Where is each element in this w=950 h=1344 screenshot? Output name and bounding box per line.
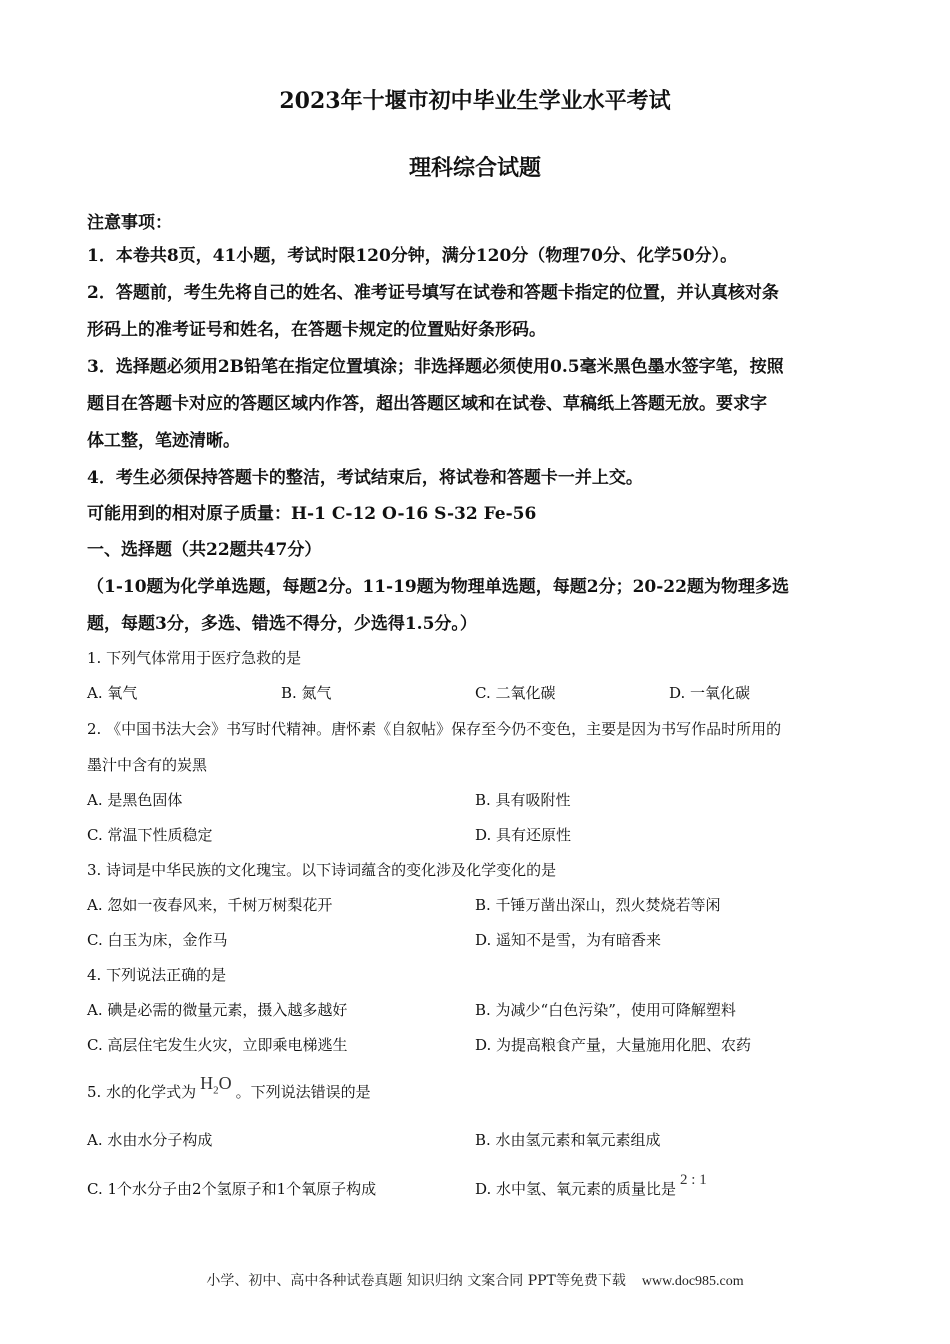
q5-option-a: A. 水由水分子构成: [87, 1131, 213, 1149]
notice-item-3a: 3．选择题必须用2B铅笔在指定位置填涂；非选择题必须使用0.5毫米黑色墨水签字笔，按照: [87, 357, 784, 377]
q3-option-c: C. 白玉为床，金作马: [87, 931, 228, 949]
q1-option-a: A. 氧气: [87, 684, 138, 702]
formula-sub: 2: [213, 1084, 219, 1097]
q4-option-d: D. 为提高粮食产量，大量施用化肥、农药: [475, 1036, 752, 1054]
formula-o: O: [218, 1073, 232, 1093]
footer: [0, 1270, 950, 1290]
q3-option-a: A. 忽如一夜春风来，千树万树梨花开: [87, 896, 333, 914]
notice-item-2b: 形码上的准考证号和姓名，在答题卡规定的位置贴好条形码。: [87, 320, 546, 340]
section-instructions-1: （1-10题为化学单选题，每题2分。11-19题为物理单选题，每题2分；20-22题为物理多选: [87, 577, 789, 597]
page-title: 2023年十堰市初中毕业生学业水平考试: [279, 88, 671, 114]
q1-option-d: D. 一氧化碳: [669, 684, 751, 702]
q5-stem: [87, 1073, 371, 1105]
notice-item-4: 4．考生必须保持答题卡的整洁，考试结束后，将试卷和答题卡一并上交。: [87, 468, 643, 488]
q2-option-a: A. 是黑色固体: [87, 791, 183, 809]
q1-option-c: C. 二氧化碳: [475, 684, 556, 702]
water-formula: [200, 1073, 232, 1097]
q5-option-d: [475, 1172, 707, 1199]
q5-option-b: B. 水由氢元素和氧元素组成: [475, 1131, 661, 1149]
q4-option-a: A. 碘是必需的微量元素，摄入越多越好: [87, 1001, 348, 1019]
q4-option-c: C. 高层住宅发生火灾，立即乘电梯逃生: [87, 1036, 348, 1054]
q2-stem-1: 2. 《中国书法大会》书写时代精神。唐怀素《自叙帖》保存至今仍不变色，主要是因为书写作品时所用的: [87, 720, 782, 738]
page-subtitle: 理科综合试题: [408, 155, 541, 181]
atomic-mass-line: 可能用到的相对原子质量：H-1 C-12 O-16 S-32 Fe-56: [87, 504, 537, 524]
q5-option-d-text: D. 水中氢、氧元素的质量比是: [475, 1180, 677, 1198]
q5-stem-post: 。下列说法错误的是: [235, 1083, 371, 1101]
q1-option-b: B. 氮气: [281, 684, 332, 702]
notice-heading: 注意事项：: [87, 213, 172, 233]
notice-item-3c: 体工整，笔迹清晰。: [87, 431, 240, 451]
q3-option-b: B. 千锤万凿出深山，烈火焚烧若等闲: [475, 896, 721, 914]
mass-ratio: 2 : 1: [680, 1172, 707, 1188]
q1-stem: 1. 下列气体常用于医疗急救的是: [87, 649, 302, 667]
notice-item-3b: 题目在答题卡对应的答题区域内作答，超出答题区域和在试卷、草稿纸上答题无放。要求字: [87, 394, 767, 414]
section-heading: 一、选择题（共22题共47分）: [87, 540, 322, 560]
q2-stem-2: 墨汁中含有的炭黑: [87, 756, 208, 774]
q3-option-d: D. 遥知不是雪，为有暗香来: [475, 931, 662, 949]
q4-stem: 4. 下列说法正确的是: [87, 966, 227, 984]
footer-url[interactable]: www.doc985.com: [641, 1274, 744, 1289]
notice-item-1: 1．本卷共8页，41小题，考试时限120分钟，满分120分（物理70分、化学50分）。: [87, 246, 738, 266]
q5-option-c: C. 1个水分子由2个氢原子和1个氧原子构成: [87, 1180, 377, 1198]
footer-text: 小学、初中、高中各种试卷真题 知识归纳 文案合同 PPT等免费下载: [206, 1273, 626, 1289]
formula-h: H: [200, 1073, 214, 1093]
section-instructions-2: 题，每题3分，多选、错选不得分，少选得1.5分。）: [87, 614, 477, 634]
q3-stem: 3. 诗词是中华民族的文化瑰宝。以下诗词蕴含的变化涉及化学变化的是: [87, 861, 557, 879]
notice-item-2a: 2．答题前，考生先将自己的姓名、准考证号填写在试卷和答题卡指定的位置，并认真核对条: [87, 283, 779, 303]
q4-option-b: B. 为减少“白色污染”，使用可降解塑料: [475, 1001, 736, 1019]
q2-option-c: C. 常温下性质稳定: [87, 826, 213, 844]
q5-stem-pre: 5. 水的化学式为: [87, 1083, 197, 1101]
q2-option-b: B. 具有吸附性: [475, 791, 571, 809]
q2-option-d: D. 具有还原性: [475, 826, 572, 844]
